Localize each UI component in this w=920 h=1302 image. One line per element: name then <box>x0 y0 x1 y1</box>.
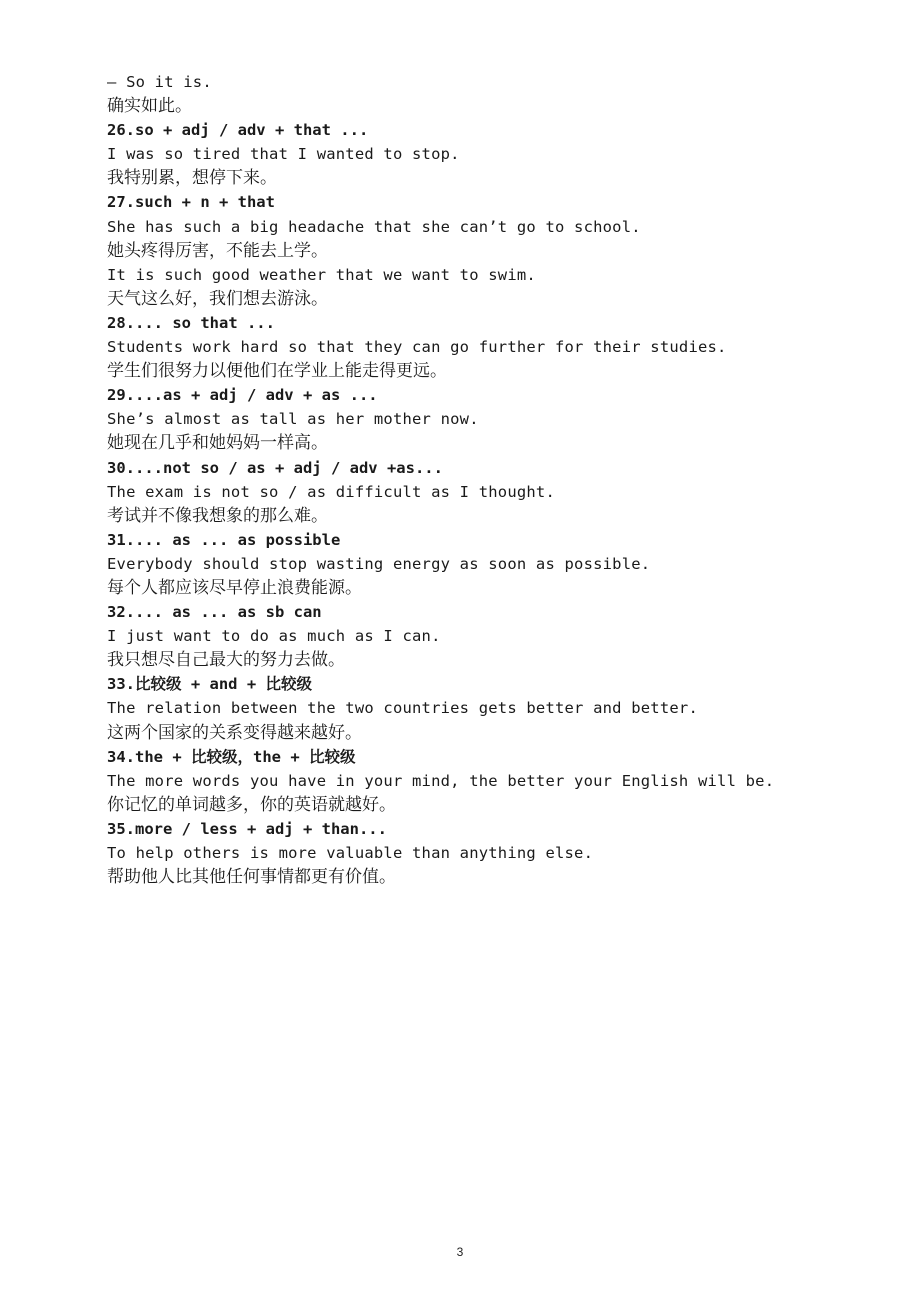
text-line: 确实如此。 <box>107 96 192 117</box>
text-line: 考试并不像我想象的那么难。 <box>107 505 328 526</box>
text-line: It is such good weather that we want to swim. <box>107 265 536 284</box>
section-heading: 34.the + 比较级，the + 比较级 <box>107 747 356 766</box>
text-line: The relation between the two countries gets better and better. <box>107 699 698 718</box>
text-line: 这两个国家的关系变得越来越好。 <box>107 722 362 743</box>
text-line: 她头疼得厉害，不能去上学。 <box>107 240 328 261</box>
text-line: I was so tired that I wanted to stop. <box>107 145 460 164</box>
text-line: 我特别累，想停下来。 <box>107 168 277 189</box>
text-line: Everybody should stop wasting energy as soon as possible. <box>107 554 651 573</box>
section-heading: 27.such + n + that <box>107 193 275 212</box>
text-line: The exam is not so / as difficult as I thought. <box>107 482 555 501</box>
section-heading: 35.more / less + adj + than... <box>107 819 387 838</box>
page-number: 3 <box>456 1245 464 1259</box>
text-line: Students work hard so that they can go further for their studies. <box>107 338 727 357</box>
text-line: 天气这么好，我们想去游泳。 <box>107 288 328 309</box>
text-line: 学生们很努力以便他们在学业上能走得更远。 <box>107 361 447 382</box>
section-heading: 32.... as ... as sb can <box>107 603 322 622</box>
text-line: She’s almost as tall as her mother now. <box>107 410 479 429</box>
section-heading: 26.so + adj / adv + that ... <box>107 121 369 140</box>
text-line: 每个人都应该尽早停止浪费能源。 <box>107 577 362 598</box>
text-line: 她现在几乎和她妈妈一样高。 <box>107 433 328 454</box>
text-line: 你记忆的单词越多，你的英语就越好。 <box>107 794 396 815</box>
section-heading: 29....as + adj / adv + as ... <box>107 386 378 405</box>
text-line: — So it is. <box>107 73 212 91</box>
text-line: I just want to do as much as I can. <box>107 627 441 646</box>
text-line: She has such a big headache that she can’t go to school. <box>107 217 641 236</box>
document-body <box>107 70 847 889</box>
text-line: 我只想尽自己最大的努力去做。 <box>107 650 345 671</box>
section-heading: 33.比较级 + and + 比较级 <box>107 675 312 694</box>
text-line: To help others is more valuable than anything else. <box>107 844 594 862</box>
section-heading: 31.... as ... as possible <box>107 530 341 549</box>
section-heading: 28.... so that ... <box>107 313 275 332</box>
text-line: 帮助他人比其他任何事情都更有价值。 <box>107 867 396 888</box>
section-heading: 30....not so / as + adj / adv +as... <box>107 458 443 477</box>
text-line: The more words you have in your mind, the better your English will be. <box>107 771 775 790</box>
